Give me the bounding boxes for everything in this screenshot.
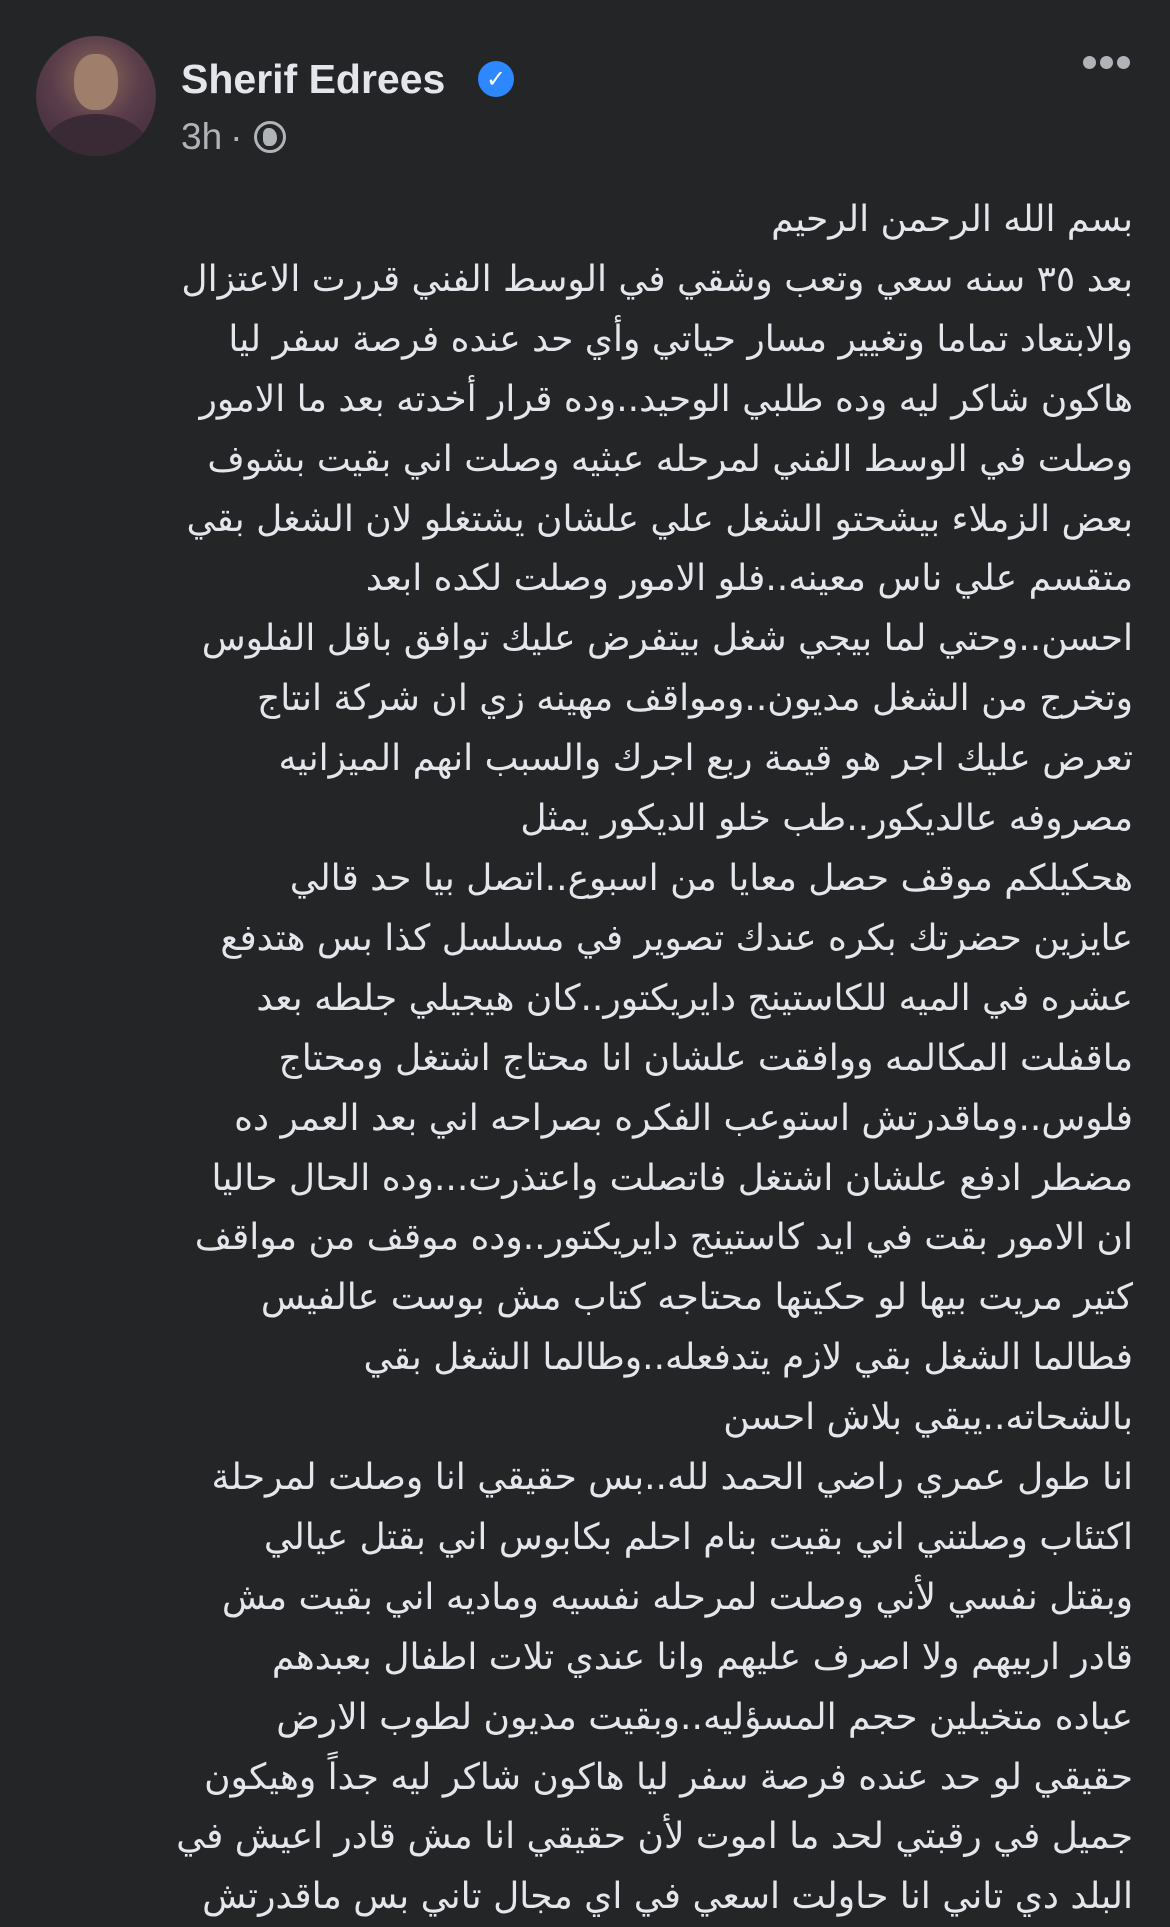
post-line: ماقفلت المكالمه ووافقت علشان انا محتاج اشتغل ومحتاج xyxy=(278,1037,1133,1079)
post-line: عباده متخيلين حجم المسؤليه..وبقيت مديون لطوب الارض xyxy=(276,1696,1133,1738)
post-line: كتير مريت بيها لو حكيتها محتاجه كتاب مش بوست عالفيس xyxy=(260,1277,1133,1319)
post-line: فلوس..وماقدرتش استوعب الفكره بصراحه اني بعد العمر ده xyxy=(234,1097,1133,1139)
post-line: بسم الله الرحمن الرحيم xyxy=(771,199,1133,240)
post-line: جميل في رقبتي لحد ما اموت لأن حقيقي انا مش قادر اعيش في xyxy=(176,1816,1133,1858)
avatar-head xyxy=(74,54,118,110)
post-line: بعد ٣٥ سنه سعي وتعب وشقي في الوسط الفني قررت الاعتزال xyxy=(181,258,1133,300)
post-line: هاكون شاكر ليه وده طلبي الوحيد..وده قرار أخدته بعد ما الامور xyxy=(199,378,1133,420)
post-line: تعرض عليك اجر هو قيمة ربع اجرك والسبب انهم الميزانيه xyxy=(278,738,1133,780)
avatar-body xyxy=(46,114,146,156)
verified-badge-icon: ✓ xyxy=(478,61,514,97)
post-line: بعض الزملاء بيشحتو الشغل علي علشان يشتغلو لان الشغل بقي xyxy=(186,498,1133,540)
post-line: عايزين حضرتك بكره عندك تصوير في مسلسل كذا بس هتدفع xyxy=(220,917,1133,959)
dot-icon xyxy=(1100,56,1113,69)
post-line: ان الامور بقت في ايد كاستينج دايريكتور..وده موقف من مواقف xyxy=(194,1217,1133,1259)
post-meta xyxy=(181,116,286,158)
post-line: هحكيلكم موقف حصل معايا من اسبوع..اتصل بيا حد قالي xyxy=(289,857,1133,899)
post-line: وصلت في الوسط الفني لمرحله عبثيه وصلت اني بقيت بشوف xyxy=(207,438,1133,480)
dot-icon xyxy=(1117,56,1130,69)
post-line: مضطر ادفع علشان اشتغل فاتصلت واعتذرت...وده الحال حاليا xyxy=(211,1157,1133,1199)
globe-icon xyxy=(254,121,286,153)
author-name[interactable]: Sherif Edrees xyxy=(181,56,446,102)
more-options-button[interactable] xyxy=(1083,56,1130,69)
post-line: وبقتل نفسي لأني وصلت لمرحله نفسيه وماديه اني بقيت مش xyxy=(221,1576,1133,1618)
author-avatar[interactable] xyxy=(36,36,156,156)
post-time[interactable]: 3h xyxy=(181,116,223,157)
dot-icon xyxy=(1083,56,1096,69)
post-line: متقسم علي ناس معينه..فلو الامور وصلت لكده ابعد xyxy=(365,558,1133,600)
meta-separator: · xyxy=(230,116,243,157)
post-line: قادر اربيهم ولا اصرف عليهم وانا عندي تلات اطفال بعبدهم xyxy=(271,1636,1133,1678)
post-text xyxy=(33,190,1133,1927)
post-line: احسن..وحتي لما بيجي شغل بيتفرض عليك توافق باقل الفلوس xyxy=(201,618,1133,660)
post-line: اكتئاب وصلتني اني بقيت بنام احلم بكابوس اني بقتل عيالي xyxy=(263,1516,1133,1558)
post-line: وتخرج من الشغل مديون..ومواقف مهينه زي ان شركة انتاج xyxy=(256,678,1133,720)
post-line: انا طول عمري راضي الحمد لله..بس حقيقي انا وصلت لمرحلة xyxy=(211,1457,1133,1499)
post-line: البلد دي تاني انا حاولت اسعي في اي مجال تاني بس ماقدرتش xyxy=(202,1876,1133,1918)
post-line: مصروفه عالديكور..طب خلو الديكور يمثل xyxy=(520,798,1133,840)
post-line: حقيقي لو حد عنده فرصة سفر ليا هاكون شاكر ليه جداً وهيكون xyxy=(204,1756,1133,1798)
post-line: والابتعاد تماما وتغيير مسار حياتي وأي حد عنده فرصة سفر ليا xyxy=(228,318,1133,360)
post-line: فطالما الشغل بقي لازم يتدفعله..وطالما الشغل بقي xyxy=(363,1337,1133,1379)
post-line: بالشحاته..يبقي بلاش احسن xyxy=(723,1397,1133,1439)
post-line: عشره في الميه للكاستينج دايريكتور..كان هيجيلي جلطه بعد xyxy=(256,977,1133,1019)
